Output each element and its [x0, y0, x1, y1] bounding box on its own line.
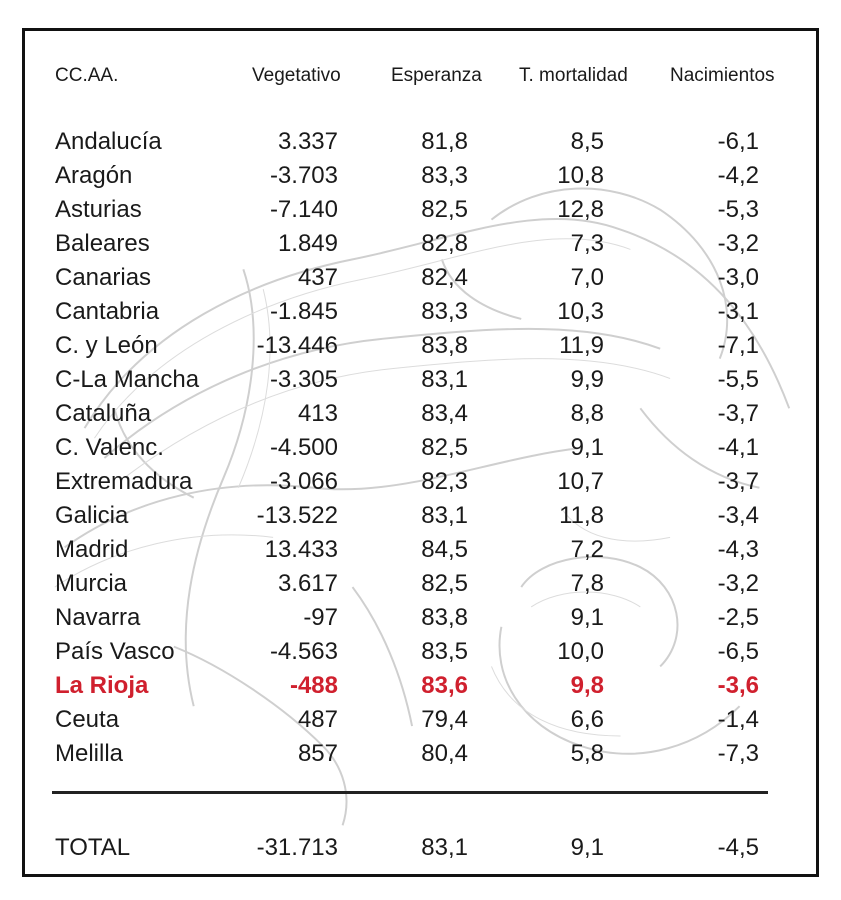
region-cell: La Rioja	[55, 672, 149, 699]
nacimientos-cell: -4,3	[717, 536, 759, 563]
esperanza-cell: 83,1	[421, 366, 468, 393]
mortalidad-cell: 7,0	[570, 264, 604, 291]
nacimientos-cell: -1,4	[717, 706, 759, 733]
region-cell: Aragón	[55, 162, 133, 189]
table-row	[25, 159, 816, 193]
vegetativo-cell: 3.337	[277, 128, 338, 155]
nacimientos-cell: -3,2	[717, 230, 759, 257]
header-vegetativo: Vegetativo	[252, 65, 341, 86]
esperanza-cell: 83,3	[421, 298, 468, 325]
esperanza-cell: 83,8	[421, 604, 468, 631]
esperanza-cell: 81,8	[421, 128, 468, 155]
region-cell: Ceuta	[55, 706, 120, 733]
region-cell: Canarias	[55, 264, 152, 291]
region-cell: C-La Mancha	[55, 366, 200, 393]
esperanza-cell: 83,6	[421, 672, 468, 699]
nacimientos-cell: -7,1	[717, 332, 759, 359]
esperanza-cell: 82,5	[421, 570, 468, 597]
esperanza-cell: 82,5	[421, 196, 468, 223]
table-row	[25, 363, 816, 397]
mortalidad-cell: 7,8	[570, 570, 604, 597]
mortalidad-cell: 10,0	[557, 638, 604, 665]
region-cell: Madrid	[55, 536, 129, 563]
esperanza-cell: 82,4	[421, 264, 468, 291]
table-row	[25, 567, 816, 601]
vegetativo-cell: 3.617	[277, 570, 338, 597]
nacimientos-cell: -3,6	[717, 672, 759, 699]
mortalidad-cell: 8,8	[570, 400, 604, 427]
vegetativo-cell: 437	[297, 264, 338, 291]
table-row	[25, 295, 816, 329]
total-nacimientos: -4,5	[717, 834, 759, 861]
region-cell: Andalucía	[55, 128, 162, 155]
nacimientos-cell: -3,2	[717, 570, 759, 597]
region-cell: Navarra	[55, 604, 141, 631]
table-row	[25, 261, 816, 295]
vegetativo-cell: -13.522	[256, 502, 338, 529]
region-cell: Baleares	[55, 230, 150, 257]
vegetativo-cell: -7.140	[269, 196, 338, 223]
table-row	[25, 703, 816, 737]
mortalidad-cell: 9,8	[570, 672, 604, 699]
vegetativo-cell: -13.446	[256, 332, 338, 359]
mortalidad-cell: 8,5	[570, 128, 604, 155]
mortalidad-cell: 9,1	[570, 604, 604, 631]
vegetativo-cell: -3.066	[269, 468, 338, 495]
region-cell: C. Valenc.	[55, 434, 164, 461]
nacimientos-cell: -3,0	[717, 264, 759, 291]
table-row	[25, 601, 816, 635]
header-mortalidad: T. mortalidad	[519, 65, 628, 86]
esperanza-cell: 82,5	[421, 434, 468, 461]
vegetativo-cell: 487	[297, 706, 338, 733]
vegetativo-cell: 1.849	[277, 230, 338, 257]
mortalidad-cell: 12,8	[557, 196, 604, 223]
esperanza-cell: 84,5	[421, 536, 468, 563]
nacimientos-cell: -3,7	[717, 400, 759, 427]
mortalidad-cell: 10,3	[557, 298, 604, 325]
table-row	[25, 431, 816, 465]
region-cell: Extremadura	[55, 468, 193, 495]
region-cell: Asturias	[55, 196, 142, 223]
table-row	[25, 125, 816, 159]
esperanza-cell: 83,4	[421, 400, 468, 427]
vegetativo-cell: 857	[297, 740, 338, 767]
header-esperanza: Esperanza	[391, 65, 482, 86]
nacimientos-cell: -5,3	[717, 196, 759, 223]
table-row	[25, 533, 816, 567]
table-row	[25, 499, 816, 533]
region-cell: C. y León	[55, 332, 158, 359]
total-mortalidad: 9,1	[570, 834, 604, 861]
nacimientos-cell: -4,2	[717, 162, 759, 189]
total-divider	[52, 791, 768, 794]
table-header	[25, 61, 816, 91]
table-frame	[22, 28, 819, 877]
vegetativo-cell: -3.703	[269, 162, 338, 189]
nacimientos-cell: -7,3	[717, 740, 759, 767]
region-cell: Galicia	[55, 502, 129, 529]
esperanza-cell: 83,3	[421, 162, 468, 189]
nacimientos-cell: -5,5	[717, 366, 759, 393]
nacimientos-cell: -2,5	[717, 604, 759, 631]
mortalidad-cell: 5,8	[570, 740, 604, 767]
vegetativo-cell: -488	[289, 672, 338, 699]
region-cell: Murcia	[55, 570, 128, 597]
mortalidad-cell: 7,2	[570, 536, 604, 563]
nacimientos-cell: -6,1	[717, 128, 759, 155]
mortalidad-cell: 10,8	[557, 162, 604, 189]
nacimientos-cell: -3,7	[717, 468, 759, 495]
table-row	[25, 465, 816, 499]
mortalidad-cell: 10,7	[557, 468, 604, 495]
vegetativo-cell: 413	[297, 400, 338, 427]
vegetativo-cell: -4.500	[269, 434, 338, 461]
vegetativo-cell: 13.433	[264, 536, 338, 563]
region-cell: Cataluña	[55, 400, 152, 427]
vegetativo-cell: -3.305	[269, 366, 338, 393]
esperanza-cell: 82,8	[421, 230, 468, 257]
mortalidad-cell: 9,9	[570, 366, 604, 393]
total-row	[25, 831, 816, 865]
vegetativo-cell: -97	[303, 604, 338, 631]
table-row	[25, 397, 816, 431]
esperanza-cell: 80,4	[421, 740, 468, 767]
table-row-highlighted	[25, 669, 816, 703]
esperanza-cell: 83,5	[421, 638, 468, 665]
esperanza-cell: 83,1	[421, 502, 468, 529]
table-row	[25, 635, 816, 669]
nacimientos-cell: -3,4	[717, 502, 759, 529]
mortalidad-cell: 7,3	[570, 230, 604, 257]
mortalidad-cell: 6,6	[570, 706, 604, 733]
nacimientos-cell: -6,5	[717, 638, 759, 665]
region-cell: Melilla	[55, 740, 124, 767]
table-row	[25, 329, 816, 363]
table-row	[25, 227, 816, 261]
mortalidad-cell: 9,1	[570, 434, 604, 461]
header-region: CC.AA.	[55, 65, 119, 86]
table-row	[25, 193, 816, 227]
region-cell: Cantabria	[55, 298, 160, 325]
total-esperanza: 83,1	[421, 834, 468, 861]
nacimientos-cell: -4,1	[717, 434, 759, 461]
esperanza-cell: 83,8	[421, 332, 468, 359]
total-label: TOTAL	[55, 834, 131, 861]
total-vegetativo: -31.713	[256, 834, 338, 861]
vegetativo-cell: -4.563	[269, 638, 338, 665]
esperanza-cell: 82,3	[421, 468, 468, 495]
mortalidad-cell: 11,9	[559, 332, 604, 359]
mortalidad-cell: 11,8	[559, 502, 604, 529]
esperanza-cell: 79,4	[421, 706, 468, 733]
vegetativo-cell: -1.845	[269, 298, 338, 325]
table-row	[25, 737, 816, 771]
nacimientos-cell: -3,1	[717, 298, 759, 325]
header-nacimientos: Nacimientos	[670, 65, 775, 86]
region-cell: País Vasco	[55, 638, 175, 665]
